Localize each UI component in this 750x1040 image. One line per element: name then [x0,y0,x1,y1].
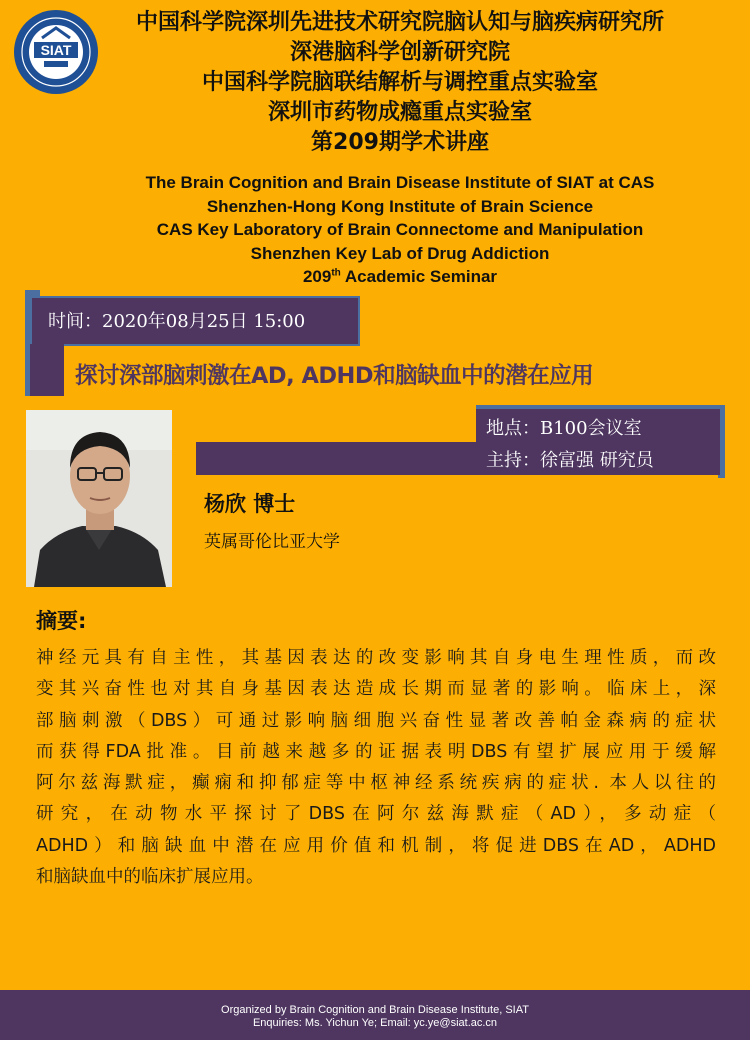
en-header-line: The Brain Cognition and Brain Disease Institute of SIAT at CAS [145,173,655,192]
event-host: 主持：徐富强 研究员 [486,450,654,471]
abstract-line: 和脑缺血中的临床扩展应用。 [36,867,264,888]
abstract-heading: 摘要: [36,609,87,633]
chinese-header [100,8,700,158]
en-header-seminar [60,265,740,289]
footer [0,990,750,1040]
seminar-label: Academic Seminar [340,267,498,286]
speaker-photo [26,410,172,587]
cn-header-line: 中国科学院脑联结解析与调控重点实验室 [201,70,598,95]
event-time: 时间：2020年08月25日 15:00 [48,311,306,332]
abstract-line: ADHD）和脑缺血中潜在应用价值和机制，将促进DBS在AD，ADHD [36,835,716,856]
footer-contact: Enquiries: Ms. Yichun Ye; Email: yc.ye@siat.ac.cn [252,1017,498,1029]
abstract-line: 变其兴奋性也对其自身基因表达造成长期而显著的影响。临床上，深 [36,679,716,700]
en-header-line: CAS Key Laboratory of Brain Connectome and Manipulation [156,220,644,239]
event-venue: 地点：B100会议室 [486,418,642,439]
en-header-line: Shenzhen-Hong Kong Institute of Brain Science [206,196,594,216]
cn-header-seminar: 第209期学术讲座 [311,130,489,155]
footer-organizer: Organized by Brain Cognition and Brain Disease Institute, SIAT [221,1004,529,1016]
cn-header-line: 深港脑科学创新研究院 [289,40,510,65]
cn-header-line: 中国科学院深圳先进技术研究院脑认知与脑疾病研究所 [135,10,664,35]
abstract-body [36,643,716,893]
host-box-extension [196,442,486,475]
abstract-line: 部脑刺激（DBS）可通过影响脑细胞兴奋性显著改善帕金森病的症状 [36,710,716,731]
lecture-title: 探讨深部脑刺激在AD, ADHD和脑缺血中的潜在应用 [75,363,594,389]
abstract-line: 而获得FDA批准。目前越来越多的证据表明DBS有望扩展应用于缓解 [36,741,716,762]
speaker-affiliation: 英属哥伦比亚大学 [204,532,340,552]
seminar-suffix: th [331,267,341,279]
title-accent-bar [30,344,64,396]
abstract-line: 阿尔兹海默症，癫痫和抑郁症等中枢神经系统疾病的症状. 本人以往的 [36,773,716,794]
english-header [60,171,740,289]
abstract-line: 研究，在动物水平探讨了DBS在阿尔兹海默症（AD），多动症（ [36,804,716,825]
seminar-number: 209 [302,267,332,286]
abstract-line: 神经元具有自主性，其基因表达的改变影响其自身电生理性质，而改 [36,648,716,668]
siat-logo [12,8,100,96]
speaker-name: 杨欣 博士 [204,492,296,516]
en-header-line: Shenzhen Key Lab of Drug Addiction [250,243,550,263]
logo-text: SIAT [40,42,72,58]
cn-header-line: 深圳市药物成瘾重点实验室 [267,100,532,125]
